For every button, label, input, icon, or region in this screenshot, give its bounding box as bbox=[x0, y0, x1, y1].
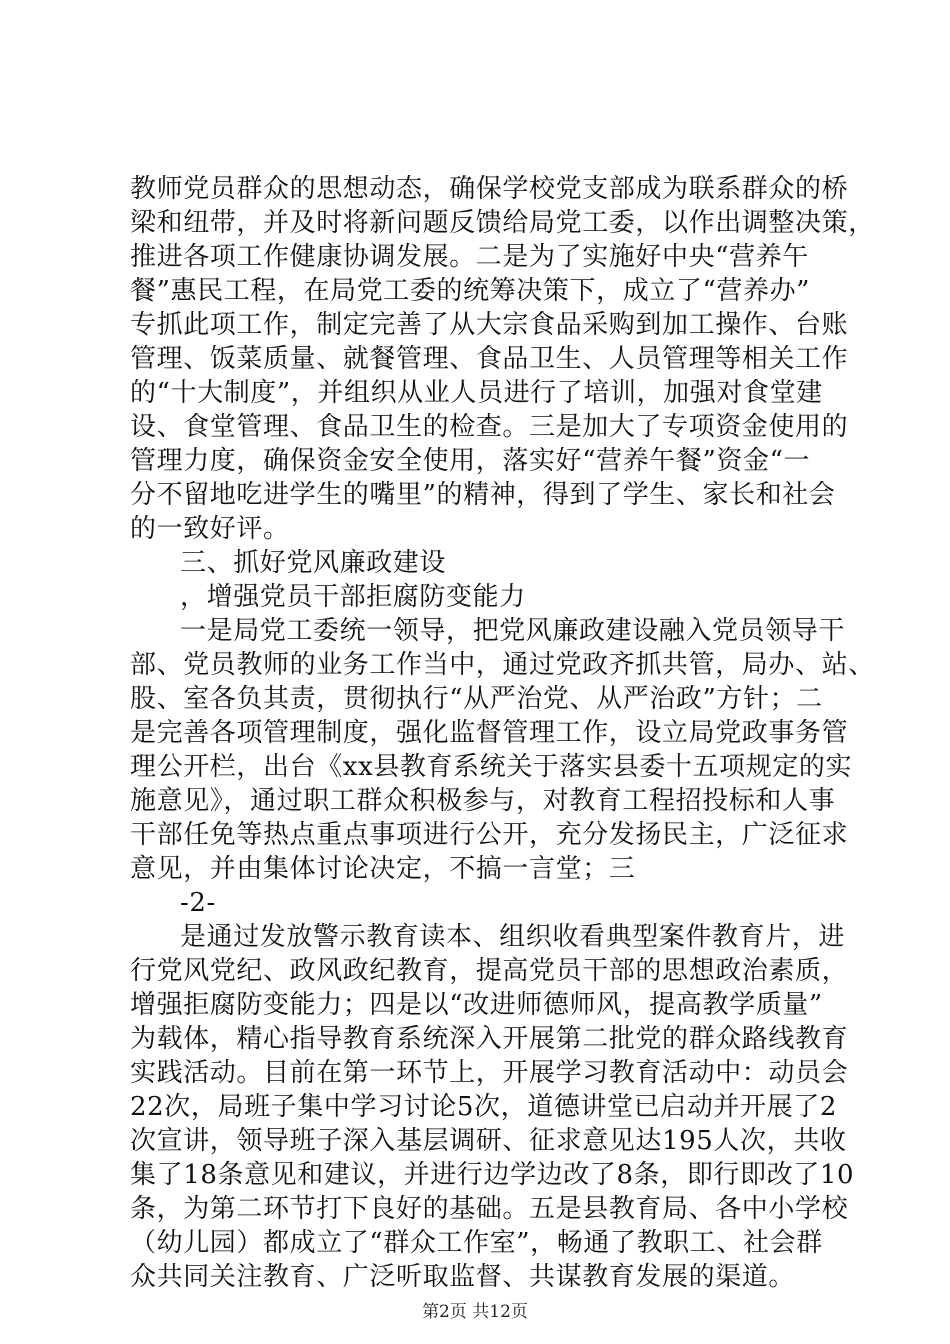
body-text-line: 意见，并由集体讨论决定，不搞一言堂；三 bbox=[130, 854, 636, 884]
body-text-line: 行党风党纪、政风政纪教育，提高党员干部的思想政治素质， bbox=[130, 956, 849, 986]
body-text-line: 次宣讲，领导班子深入基层调研、征求意见达195人次，共收 bbox=[130, 1126, 847, 1156]
body-text-line: 设、食堂管理、食品卫生的检查。三是加大了专项资金使用的 bbox=[130, 412, 849, 442]
body-text-line: 干部任免等热点重点事项进行公开，充分发扬民主，广泛征求 bbox=[130, 820, 849, 850]
body-text-line: 分不留地吃进学生的嘴里”的精神，得到了学生、家长和社会 bbox=[130, 480, 836, 510]
body-text-line: 条，为第二环节打下良好的基础。五是县教育局、各中小学校 bbox=[130, 1194, 849, 1224]
body-text-line: 众共同关注教育、广泛听取监督、共谋教育发展的渠道。 bbox=[130, 1262, 796, 1292]
body-text-line: 增强拒腐防变能力；四是以“改进师德师风，提高教学质量” bbox=[130, 990, 823, 1020]
body-text-line: 是完善各项管理制度，强化监督管理工作，设立局党政事务管 bbox=[130, 718, 849, 748]
body-text-line: 管理力度，确保资金安全使用，落实好“营养午餐”资金“一 bbox=[130, 446, 811, 476]
body-text-line: 部、党员教师的业务工作当中，通过党政齐抓共管，局办、站、 bbox=[130, 650, 875, 680]
page-number-label: 第2页 共12页 bbox=[422, 1302, 528, 1322]
body-text-line: 实践活动。目前在第一环节上，开展学习教育活动中：动员会 bbox=[130, 1058, 849, 1088]
body-text-line: （幼儿园）都成立了“群众工作室”，畅通了教职工、社会群 bbox=[130, 1228, 823, 1258]
body-text-line: 22次，局班子集中学习讨论5次，道德讲堂已启动并开展了2 bbox=[130, 1092, 837, 1122]
body-text-line: 教师党员群众的思想动态，确保学校党支部成为联系群众的桥 bbox=[130, 174, 849, 204]
body-text-line: 管理、饭菜质量、就餐管理、食品卫生、人员管理等相关工作 bbox=[130, 344, 849, 374]
inline-page-marker: -2- bbox=[180, 888, 216, 918]
body-text-line: 为载体，精心指导教育系统深入开展第二批党的群众路线教育 bbox=[130, 1024, 849, 1054]
body-text-line: 专抓此项工作，制定完善了从大宗食品采购到加工操作、台账 bbox=[130, 310, 849, 340]
body-text-line: 股、室各负其责，贯彻执行“从严治党、从严治政”方针；二 bbox=[130, 684, 823, 714]
body-text-line: 理公开栏，出台《xx县教育系统关于落实县委十五项规定的实 bbox=[130, 752, 853, 782]
section-heading: 三、抓好党风廉政建设 bbox=[180, 548, 447, 578]
body-text-line: 是通过发放警示教育读本、组织收看典型案件教育片，进 bbox=[180, 922, 846, 952]
body-text-line: 集了18条意见和建议，并进行边学边改了8条，即行即改了10 bbox=[130, 1160, 855, 1190]
body-text-line: 梁和纽带，并及时将新问题反馈给局党工委，以作出调整决策， bbox=[130, 208, 875, 238]
section-heading-continuation: ，增强党员干部拒腐防变能力 bbox=[180, 582, 526, 612]
body-text-line: 餐”惠民工程，在局党工委的统筹决策下，成立了“营养办” bbox=[130, 276, 811, 306]
body-text-line: 一是局党工委统一领导，把党风廉政建设融入党员领导干 bbox=[180, 616, 846, 646]
body-text-line: 施意见》，通过职工群众积极参与，对教育工程招投标和人事 bbox=[130, 786, 836, 816]
body-text-line: 的一致好评。 bbox=[130, 514, 290, 544]
page-footer bbox=[0, 1300, 950, 1324]
body-text-line: 推进各项工作健康协调发展。二是为了实施好中央“营养午 bbox=[130, 242, 809, 272]
body-text-line: 的“十大制度”，并组织从业人员进行了培训，加强对食堂建 bbox=[130, 378, 823, 408]
